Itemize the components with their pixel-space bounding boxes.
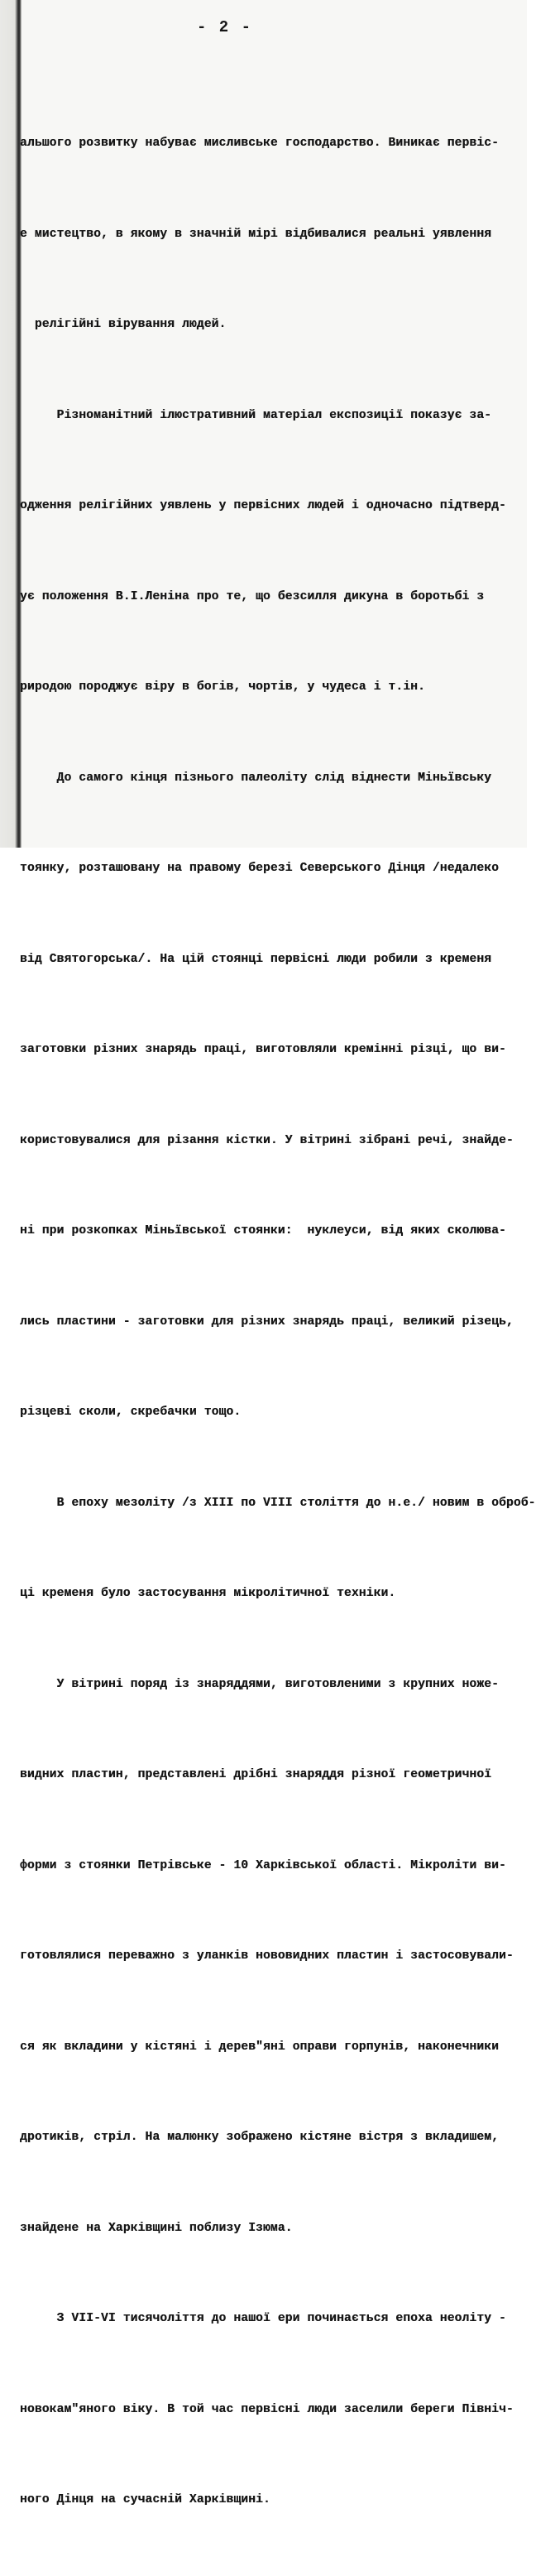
text-line: ує положення В.І.Леніна про те, що безсилля дикуна в боротьбі з — [20, 589, 485, 603]
text-line: До самого кінця пізнього палеоліту слід віднести Міньївську — [20, 771, 492, 785]
text-line: заготовки різних знарядь праці, виготовляли кремінні різці, що ви- — [20, 1043, 506, 1056]
text-line: користовувалися для різання кістки. У вітрині зібрані речі, знайде- — [20, 1133, 514, 1147]
text-line: від Святогорська/. На цій стоянці первісні люди робили з кременя — [20, 952, 492, 966]
text-line: форми з стоянки Петрівське - 10 Харківської області. Мікроліти ви- — [20, 1858, 506, 1872]
text-line: ці кременя було застосування мікролітичної техніки. — [20, 1587, 396, 1600]
text-line: ні при розкопках Міньївської стоянки: нуклеуси, від яких сколюва- — [20, 1224, 506, 1238]
text-line: ного Дінця на сучасній Харківщині. — [20, 2493, 270, 2506]
text-line: риродою породжує віру в богів, чортів, у чудеса і т.ін. — [20, 680, 425, 694]
text-line: ся як вкладини у кістяні і дерев"яні оправи горпунів, наконечники — [20, 2040, 499, 2054]
text-line: лись пластини - заготовки для різних знарядь праці, великий різець, — [20, 1314, 514, 1329]
binding-edge — [0, 0, 22, 848]
text-line: одження релігійних уявлень у первісних людей і одночасно підтверд- — [20, 499, 506, 512]
text-line: Різноманітний ілюстративний матеріал експозиції показує за- — [20, 408, 492, 422]
body-text — [20, 68, 536, 2576]
text-line: дротиків, стріл. На малюнку зображено кістяне вістря з вкладишем, — [20, 2131, 499, 2144]
text-line: альшого розвитку набуває мисливське господарство. Виникає первіс- — [20, 137, 499, 150]
text-line: З VII-VI тисячоліття до нашої ери починається епоха неоліту - — [20, 2312, 506, 2325]
text-line: релігійні вірування людей. — [20, 318, 227, 331]
text-line: різцеві сколи, скребачки тощо. — [20, 1406, 242, 1419]
text-line: знайдене на Харківщині поблизу Ізюма. — [20, 2221, 293, 2235]
page-number: - 2 - — [197, 18, 253, 36]
text-line: тоянку, розташовану на правому березі Северського Дінця /недалеко — [20, 862, 499, 875]
text-line: видних пластин, представлені дрібні знаряддя різної геометричної — [20, 1768, 492, 1781]
text-line: У вітрині поряд із знаряддями, виготовленими з крупних ноже- — [20, 1677, 499, 1691]
text-line: е мистецтво, в якому в значній мірі відбивалися реальні уявлення — [20, 227, 492, 241]
text-line: готовлялися переважно з уланків нововидних пластин і застосовували- — [20, 1949, 514, 1963]
text-line: новокам"яного віку. В той час первісні люди заселили береги Північ- — [20, 2402, 514, 2416]
text-line: В епоху мезоліту /з XIII по VIII століття до н.е./ новим в оброб- — [20, 1496, 536, 1510]
